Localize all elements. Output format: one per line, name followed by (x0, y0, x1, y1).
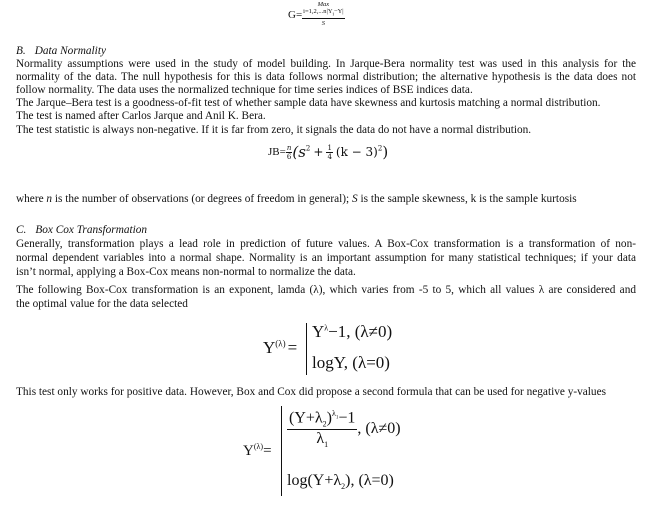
section-c-line-3: isn’t normal, applying a Box-Cox means non-normal to normalize the data. (16, 266, 356, 278)
equation-g-denominator: S (321, 20, 325, 28)
equation-boxcox-2-fraction: $\frac{(Y+\lambda_2)^{\lambda_1}-1}{\lambda_1}$ (289, 409, 356, 449)
section-b-line-1: Normality assumptions were used in the study of model building. In Jarque-Bera normality test was used in this analysis for the (16, 58, 636, 70)
equation-boxcox-2-case-2: $\log(Y+\lambda_2)$, (λ=0) (287, 472, 394, 492)
equation-g-subscript: i=1,2,...n (303, 8, 327, 15)
equation-jb-one-fourth: $\frac{1}{4}$ (327, 143, 332, 161)
equation-g-lhs: G= (288, 9, 303, 22)
equation-g-max: Max (317, 1, 330, 8)
section-c-line-2: normal dependent variables into a normal shape. Normality is an important assumption for many statistical techniques; if your data (16, 252, 636, 264)
equation-jb: JB= $\frac{n}{6}$ ($s^2$ + $\frac{1}{4}$ $(k - 3)^2$) (268, 143, 389, 161)
section-b-title: Data Normality (34, 45, 106, 57)
section-b-number: B. (16, 45, 26, 57)
equation-boxcox-1-brace (306, 323, 307, 375)
section-c-number: C. (16, 224, 27, 236)
document-page: G= Max $i=1,2,...n|Y_i-Y|$ S B. Data Normality Normality assumptions were used in the study of model building. In Jarque-Bera normality test was used in this analysis for the normality of the data. The null hypothesis for this is data follows normal distribution; the alternative hypothesis is the data does not follow normality. The data uses the normalized technique for time series indices of BSE indices data. The Jarque–Bera test is a goodness-of-fit test of whether sample data have skewness and kurtosis matching a normal distribution. The test is named after Carlos Jarque and Anil K. Bera. The test statistic is always non-negative. If it is far from zero, it signals the data do not have a normal distribution. JB= $\frac{n}{6}$ ($s^2$ + $\frac{1}{4}$ $(k - 3)^2$) where n is the number of observations (or degrees of freedom in general); S is the sample skewness, k is the sample kurtosis C. Box Cox Transformation Generally, transformation plays a lead role in prediction of future values. A Box-Cox transformation is a transformation of non- normal dependent variables into a normal shape. Normality is an important assumption for many statistical techniques; if your data isn’t normal, applying a Box-Cox means non-normal to normalize the data. The following Box-Cox transformation is an exponent, lamda (λ), which varies from -5 to 5, which all values λ are considered and the optimal value for the data selected $Y^{(\lambda)}$ = $Y^\lambda-1$, (λ≠0) logY, (λ=0) This test only works for positive data. However, Box and Cox did propose a second formula that can be used for negative y-values $Y^{(\lambda)}=$ $\frac{(Y+\lambda_2)^{\lambda_1}-1}{\lambda_1}$ , (λ≠0) $\log(Y+\lambda_2)$, (λ=0) (0, 0, 661, 507)
section-c-line-1: Generally, transformation plays a lead role in prediction of future values. A Box-Cox transformation is a transformation of non- (16, 238, 636, 250)
section-c-line-5: the optimal value for the data selected (16, 298, 188, 310)
section-b-where-line: where n is the number of observations (or degrees of freedom in general); S is the sample skewness, k is the sample kurtosis (16, 193, 577, 205)
equation-jb-n-over-6: $\frac{n}{6}$ (286, 143, 292, 161)
section-c-line-4: The following Box-Cox transformation is an exponent, lamda (λ), which varies from -5 to 5, which all values λ are considered and (16, 284, 636, 296)
equation-g (288, 2, 345, 28)
equation-g-fraction: Max $i=1,2,...n|Y_i-Y|$ S (303, 1, 344, 28)
equation-boxcox-2-brace (281, 406, 282, 496)
section-c-heading (16, 224, 147, 237)
equation-jb-lhs: JB= (268, 146, 286, 158)
section-c-after-line: This test only works for positive data. However, Box and Cox did propose a second formula that can be used for negative y-values (16, 386, 606, 398)
equation-boxcox-2-lhs: Y (243, 443, 254, 459)
section-b-heading (16, 45, 106, 58)
section-b-line-4: The Jarque–Bera test is a goodness-of-fit test of whether sample data have skewness and kurtosis matching a normal distribution. (16, 97, 601, 109)
equation-boxcox-1-lhs: Y (263, 338, 276, 357)
section-b-line-2: normality of the data. The null hypothesis for this is data follows normal distribution; the alternative hypothesis is the data does not (16, 71, 636, 83)
section-b-line-5: The test is named after Carlos Jarque and Anil K. Bera. (16, 110, 266, 122)
equation-boxcox-2-case-1-condition: , (λ≠0) (357, 419, 401, 437)
equation-boxcox-1-case-2: logY, (λ=0) (312, 353, 390, 372)
section-b-line-3: follow normality. The data uses the normalized technique for time series indices of BSE indices data. (16, 84, 473, 96)
equation-boxcox-1-case-1: Y (312, 322, 325, 341)
section-b-line-6: The test statistic is always non-negative. If it is far from zero, it signals the data do not have a normal distribution. (16, 124, 532, 136)
section-c-title: Box Cox Transformation (35, 224, 148, 236)
